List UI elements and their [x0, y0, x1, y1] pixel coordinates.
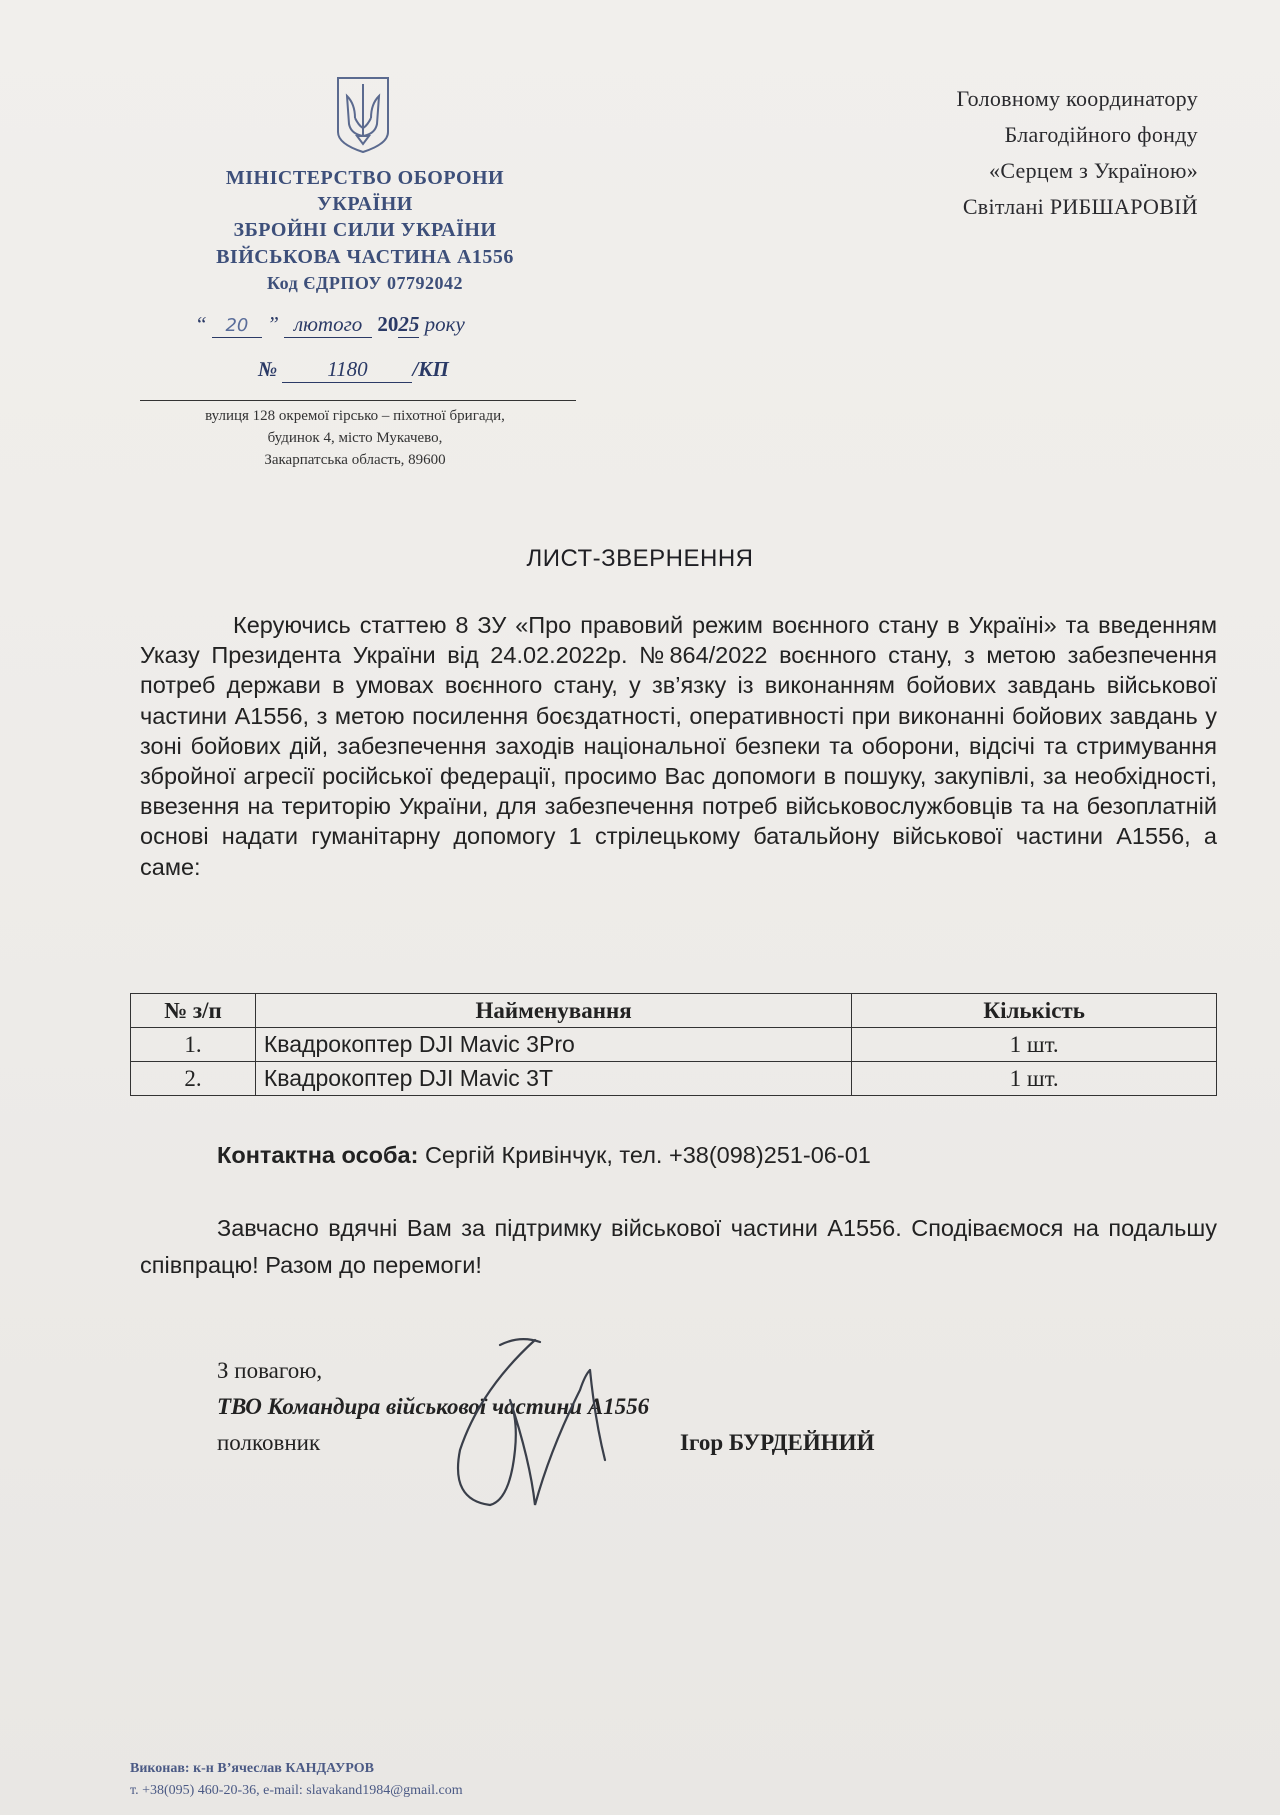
letterhead-armed-forces: ЗБРОЙНІ СИЛИ УКРАЇНИ [233, 219, 497, 241]
addressee-line-1: Головному координатору [956, 86, 1198, 111]
letterhead-unit: ВІЙСЬКОВА ЧАСТИНА А1556 [216, 246, 514, 268]
row-name: Квадрокоптер DJI Mavic 3T [255, 1062, 851, 1096]
address-line-2: будинок 4, місто Мукачево, [267, 430, 443, 446]
header-quantity: Кількість [852, 994, 1217, 1028]
letterhead-divider [140, 400, 576, 401]
footer-executor: Виконав: к-н В’ячеслав КАНДАУРОВ [130, 1761, 374, 1776]
contact-person [217, 1142, 871, 1169]
address-line-3: Закарпатська область, 89600 [264, 452, 446, 468]
address-line-1: вулиця 128 окремої гірсько – піхотної бригади, [205, 408, 505, 424]
handwritten-signature [440, 1330, 670, 1530]
date-year: 25 [398, 312, 420, 336]
signature-rank: полковник [217, 1430, 321, 1455]
letter-number: № 1180 /КП [258, 357, 449, 381]
date-day: 20 [225, 315, 249, 336]
contact-label: Контактна особа: [217, 1142, 419, 1168]
signature-name: Ігор БУРДЕЙНИЙ [680, 1430, 875, 1455]
addressee-line-3: «Серцем з Україною» [989, 158, 1198, 183]
row-number: 1. [131, 1028, 256, 1062]
signature-greeting: З повагою, [217, 1358, 323, 1383]
signature-position: ТВО Командира військової частини А1556 [217, 1394, 650, 1419]
body-paragraph: Керуючись статтею 8 ЗУ «Про правовий режим воєнного стану в Україні» та введенням Указу Президента України від 24.02.2022р. №864/2022 воєнного стану, з метою забезпечення потреб держави в умовах воєнного стану, у зв’язку із виконанням бойових завдань військової частини А1556, з метою посилення боєздатності, оперативності при виконанні бойових завдань у зоні бойових дій, забезпечення заходів національної безпеки та оборони, відсічі та стримування збройної агресії російської федерації, просимо Вас допомоги в пошуку, закупівлі, за необхідності, ввезення на територію України, для забезпечення потреб військовослужбовців та на безоплатній основі надати гуманітарну допомогу 1 стрілецькому батальйону військової частини А1556, а саме: [140, 612, 1217, 880]
letterhead-edrpou: Код ЄДРПОУ 07792042 [266, 273, 464, 293]
letterhead-country: УКРАЇНИ [317, 193, 413, 215]
table-row [131, 1028, 1217, 1062]
thanks-paragraph: Завчасно вдячні Вам за підтримку військової частини А1556. Сподіваємося на подальшу співпрацю! Разом до перемоги! [140, 1215, 1217, 1278]
document-title: ЛИСТ-ЗВЕРНЕННЯ [526, 545, 754, 572]
header-number: № з/п [131, 994, 256, 1028]
footer-contacts: т. +38(095) 460-20-36, e-mail: slavakand1984@gmail.com [130, 1783, 463, 1798]
row-quantity: 1 шт. [852, 1062, 1217, 1096]
date-month: лютого [284, 312, 372, 338]
contact-value: Сергій Кривінчук, тел. +38(098)251-06-01 [424, 1142, 871, 1168]
table-header-row [131, 994, 1217, 1028]
letter-date: “ 20 ” лютого 2025 року [195, 312, 465, 336]
letterhead-ministry: МІНІСТЕРСТВО ОБОРОНИ [225, 167, 505, 189]
addressee-line-2: Благодійного фонду [1004, 122, 1198, 147]
row-quantity: 1 шт. [852, 1028, 1217, 1062]
date-word: року [424, 312, 465, 336]
addressee-line-4: Світлані РИБШАРОВІЙ [962, 194, 1198, 219]
row-number: 2. [131, 1062, 256, 1096]
table-row [131, 1062, 1217, 1096]
row-name: Квадрокоптер DJI Mavic 3Pro [255, 1028, 851, 1062]
number-value: 1180 [327, 357, 368, 381]
ukraine-trident-icon [333, 74, 393, 154]
items-table [130, 993, 1217, 1096]
header-name: Найменування [255, 994, 851, 1028]
